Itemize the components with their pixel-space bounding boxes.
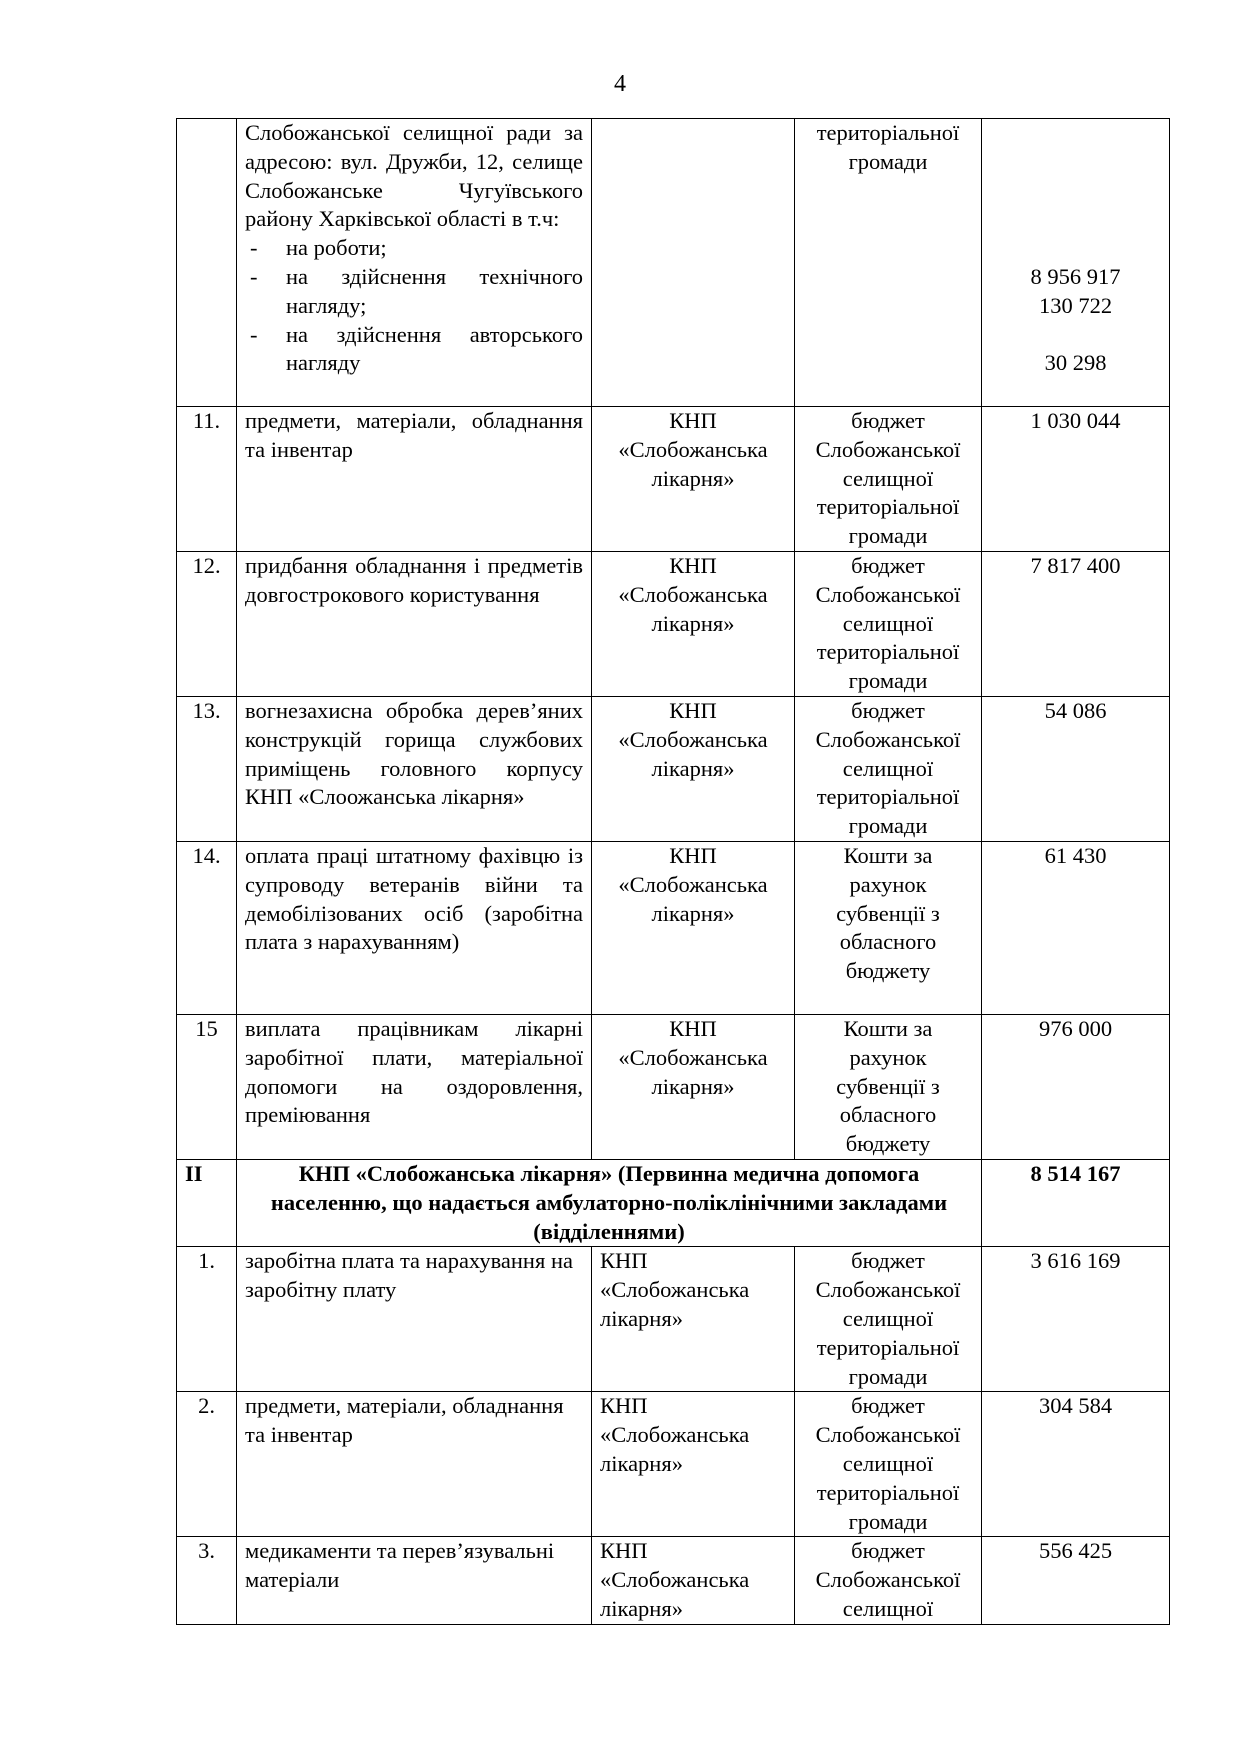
- executor-cell: КНП «Слобожанська лікарня»: [592, 551, 795, 696]
- source-cell: бюджет Слобожанської селищної територіальної громади: [795, 1247, 982, 1392]
- table-row: [177, 696, 1170, 841]
- table-row: [177, 1537, 1170, 1624]
- description-text: Слобожанської селищної ради за адресою: вул. Дружби, 12, селище Слобожанське Чугуївського району Харківської області в т.ч:: [245, 120, 583, 232]
- executor-cell: КНП «Слобожанська лікарня»: [592, 1014, 795, 1159]
- list-item: - на здійснення авторського нагляду: [245, 321, 583, 379]
- list-item: - на роботи;: [245, 234, 583, 263]
- section-title: КНП «Слобожанська лікарня» (Первинна медична допомога населенню, що надається амбулаторно-поліклінічними закладами (відділеннями): [237, 1159, 982, 1246]
- row-number: 2.: [177, 1392, 237, 1537]
- description-cell: виплата працівникам лікарні заробітної плати, матеріальної допомоги на оздоровлення, преміювання: [237, 1014, 592, 1159]
- source-cell: бюджет Слобожанської селищної територіальної громади: [795, 1392, 982, 1537]
- section-header-row: [177, 1159, 1170, 1246]
- amount-cell: 3 616 169: [982, 1247, 1170, 1392]
- bullet-list: [245, 234, 583, 378]
- executor-cell: КНП «Слобожанська лікарня»: [592, 841, 795, 1014]
- source-cell: бюджет Слобожанської селищної: [795, 1537, 982, 1624]
- executor-cell: КНП «Слобожанська лікарня»: [592, 1247, 795, 1392]
- source-cell: бюджет Слобожанської селищної територіальної громади: [795, 407, 982, 552]
- executor-cell: КНП «Слобожанська лікарня»: [592, 407, 795, 552]
- amount-cell: [982, 119, 1170, 407]
- executor-cell: КНП «Слобожанська лікарня»: [592, 1537, 795, 1624]
- row-number: 14.: [177, 841, 237, 1014]
- amount-value: 130 722: [1038, 292, 1113, 318]
- row-number: 12.: [177, 551, 237, 696]
- description-cell: оплата праці штатному фахівцю із супроводу ветеранів війни та демобілізованих осіб (заробітна плата з нарахуванням): [237, 841, 592, 1014]
- executor-cell: [592, 119, 795, 407]
- description-cell: медикаменти та перев’язувальні матеріали: [237, 1537, 592, 1624]
- page-number: 4: [614, 71, 626, 97]
- table-row: [177, 1247, 1170, 1392]
- amount-cell: 54 086: [982, 696, 1170, 841]
- table-row: [177, 1392, 1170, 1537]
- row-number: 1.: [177, 1247, 237, 1392]
- description-cell: предмети, матеріали, обладнання та інвентар: [237, 407, 592, 552]
- amount-value: 30 298: [1044, 350, 1107, 376]
- description-cell: придбання обладнання і предметів довгострокового користування: [237, 551, 592, 696]
- section-number: ІІ: [177, 1159, 237, 1246]
- amount-value: 8 956 917: [1030, 263, 1121, 289]
- table-row: [177, 551, 1170, 696]
- description-cell: [237, 119, 592, 407]
- table-row: [177, 1014, 1170, 1159]
- executor-cell: КНП «Слобожанська лікарня»: [592, 1392, 795, 1537]
- source-cell: [795, 119, 982, 407]
- budget-table: [176, 118, 1170, 1625]
- source-cell: бюджет Слобожанської селищної територіальної громади: [795, 696, 982, 841]
- description-cell: вогнезахисна обробка дерев’яних конструкцій горища службових приміщень головного корпусу КНП «Слоожанська лікарня»: [237, 696, 592, 841]
- source-text: громади: [848, 148, 928, 174]
- list-item: - на здійснення технічного нагляду;: [245, 263, 583, 321]
- description-cell: заробітна плата та нарахування на заробітну плату: [237, 1247, 592, 1392]
- executor-cell: КНП «Слобожанська лікарня»: [592, 696, 795, 841]
- source-text: територіальної: [816, 120, 960, 145]
- amount-cell: 304 584: [982, 1392, 1170, 1537]
- table-row: [177, 119, 1170, 407]
- row-number-cell: [177, 119, 237, 407]
- source-cell: Кошти за рахунок субвенції з обласного бюджету: [795, 1014, 982, 1159]
- row-number: 3.: [177, 1537, 237, 1624]
- table-row: [177, 407, 1170, 552]
- source-cell: бюджет Слобожанської селищної територіальної громади: [795, 551, 982, 696]
- description-cell: предмети, матеріали, обладнання та інвентар: [237, 1392, 592, 1537]
- row-number: 15: [177, 1014, 237, 1159]
- amount-cell: 556 425: [982, 1537, 1170, 1624]
- amount-cell: 976 000: [982, 1014, 1170, 1159]
- row-number: 11.: [177, 407, 237, 552]
- table-row: [177, 841, 1170, 1014]
- section-amount: 8 514 167: [982, 1159, 1170, 1246]
- amount-cell: 1 030 044: [982, 407, 1170, 552]
- source-cell: Кошти за рахунок субвенції з обласного бюджету: [795, 841, 982, 1014]
- row-number: 13.: [177, 696, 237, 841]
- amount-cell: 7 817 400: [982, 551, 1170, 696]
- amount-cell: 61 430: [982, 841, 1170, 1014]
